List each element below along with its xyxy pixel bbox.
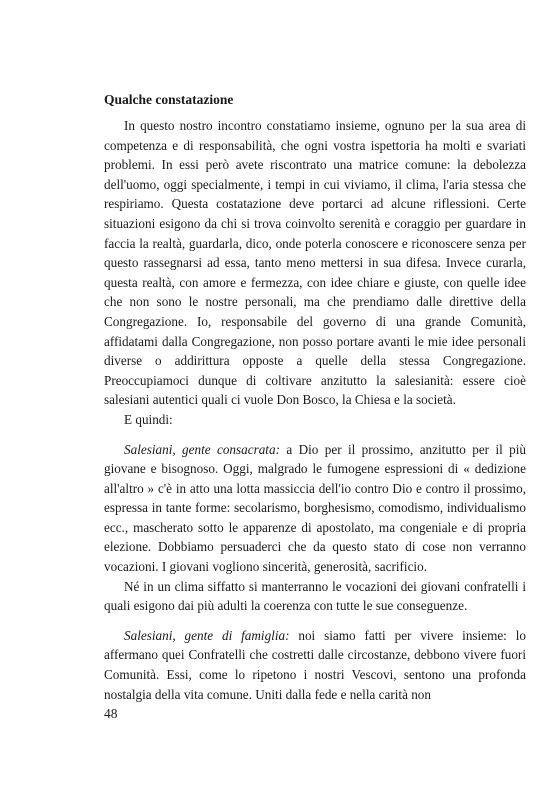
paragraph-lead: Salesiani, gente consacrata: [124,441,280,457]
paragraph-text: Né in un clima siffatto si manterranno le vocazioni dei giovani confratelli i quali esigono dai più adulti la coerenza con tutte le sue conseguenze. [104,578,526,614]
section-heading: Qualche constatazione [104,92,234,107]
page-number: 48 [104,706,118,721]
paragraph-lead: Salesiani, gente di famiglia: [124,627,290,643]
paragraph-gente-consacrata [104,440,526,577]
paragraph-e-quindi [104,410,526,430]
body-text [104,116,526,704]
paragraph-text: a Dio per il prossimo, anzitutto per il più giovane e bisognoso. Oggi, malgrado le fumogene espressioni di « dedizione all'altro » c'è in atto una lotta massiccia dell'io contro Dio e contro il prossimo, espressa in tante forme: secolarismo, borghesismo, comodismo, individualismo ecc., mascherato sotto le apparenze di apostolato, ma congeniale e di propria elezione. Dobbiamo persuaderci che da questo stato di cose non verranno vocazioni. I giovani vogliono sincerità, generosità, sacrificio. [104,441,526,575]
paragraph-intro [104,116,526,410]
paragraph-vocazioni [104,577,526,616]
book-page [104,0,526,794]
paragraph-text: In questo nostro incontro constatiamo insieme, ognuno per la sua area di competenza e di responsabilità, che ogni vostra ispettoria ha molti e svariati problemi. In essi però avete riscontrato una matrice comune: la debolezza dell'uomo, oggi specialmente, i tempi in cui viviamo, il clima, l'aria stessa che respiriamo. Questa costatazione deve portarci ad alcune riflessioni. Certe situazioni esigono da chi si trova coinvolto serenità e coraggio per guardare in faccia la realtà, guardarla, dico, onde poterla conoscere e riconoscere senza per questo rassegnarsi ad essa, tanto meno mettersi in sua difesa. Invece curarla, questa realtà, con amore e fermezza, con idee chiare e giuste, con quelle idee che non sono le nostre personali, ma che prendiamo dalle direttive della Congregazione. Io, responsabile del governo di una grande Comunità, affidatami dalla Congregazione, non posso portare avanti le mie idee personali diverse o addirittura opposte a quelle della stessa Congregazione. Preoccupiamoci dunque di coltivare anzitutto la salesianità: essere cioè salesiani autentici quali ci vuole Don Bosco, la Chiesa e la società. [104,118,526,408]
paragraph-text: E quindi: [124,411,173,427]
paragraph-gente-di-famiglia [104,626,526,704]
paragraph-text: noi siamo fatti per vivere insieme: lo affermano quei Confratelli che costretti dalle circostanze, debbono vivere fuori Comunità. Essi, come lo ripetono i nostri Vescovi, sentono una profonda nostalgia della vita comune. Uniti dalla fede e nella carità non [104,627,526,702]
